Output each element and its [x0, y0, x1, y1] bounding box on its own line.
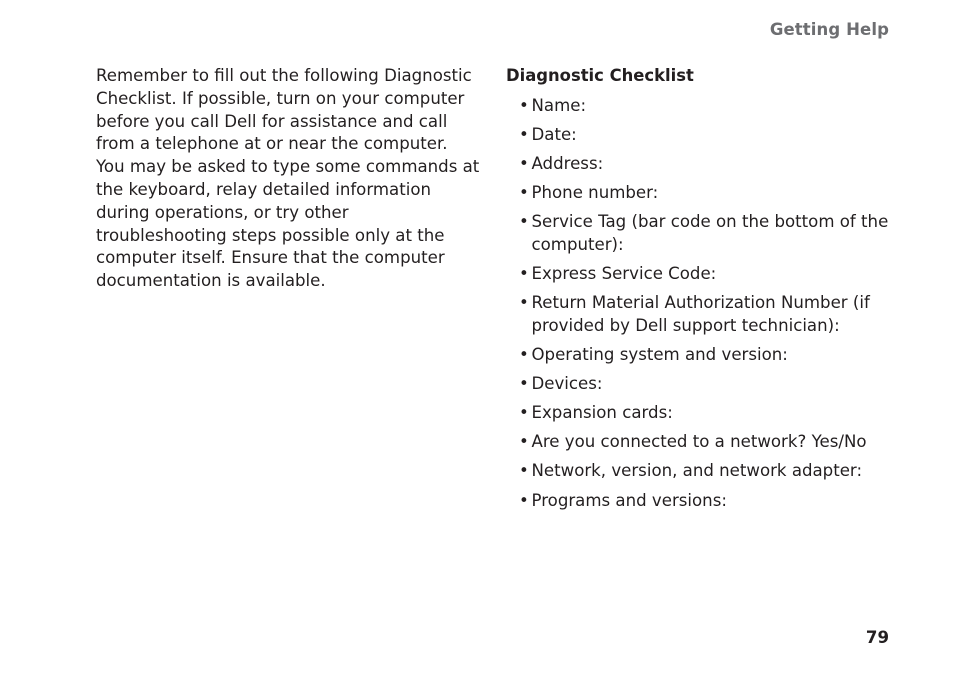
- checklist-item-label: Programs and versions:: [531, 490, 727, 510]
- checklist-item-label: Name:: [531, 95, 587, 115]
- checklist-list: [506, 95, 906, 513]
- checklist-title: Diagnostic Checklist: [506, 66, 694, 85]
- bullet-icon: •: [519, 293, 529, 313]
- checklist-item-devices: [519, 373, 906, 396]
- bullet-icon: •: [519, 264, 529, 284]
- checklist-item-network-connected: [519, 431, 906, 454]
- bullet-icon: •: [519, 490, 529, 510]
- checklist-item-address: [519, 153, 906, 176]
- checklist-item-label: Network, version, and network adapter:: [531, 461, 863, 481]
- page-number: 79: [865, 628, 889, 647]
- checklist-item-programs: [519, 490, 906, 513]
- bullet-icon: •: [519, 345, 529, 365]
- checklist-item-label: Devices:: [531, 374, 603, 394]
- checklist-item-label: Expansion cards:: [531, 403, 673, 423]
- checklist-item-label: Return Material Authorization Number (if provided by Dell support technician):: [531, 293, 870, 335]
- checklist-item-label: Express Service Code:: [531, 264, 717, 284]
- bullet-icon: •: [519, 183, 529, 203]
- bullet-icon: •: [519, 461, 529, 481]
- bullet-icon: •: [519, 124, 529, 144]
- bullet-icon: •: [519, 374, 529, 394]
- checklist-item-phone: [519, 182, 906, 205]
- checklist-item-service-tag: [519, 211, 906, 257]
- intro-paragraph: Remember to fill out the following Diagnostic Checklist. If possible, turn on your computer before you call Dell for assistance and call from a telephone at or near the computer. You may be asked to type some commands at the keyboard, relay detailed information during operations, or try other troubleshooting steps possible only at the computer itself. Ensure that the computer documentation is available.: [96, 66, 480, 291]
- checklist-item-operating-system: [519, 344, 906, 367]
- bullet-icon: •: [519, 95, 529, 115]
- bullet-icon: •: [519, 403, 529, 423]
- checklist-item-date: [519, 124, 906, 147]
- checklist-item-network-adapter: [519, 460, 906, 483]
- bullet-icon: •: [519, 153, 529, 173]
- checklist-item-express-service-code: [519, 263, 906, 286]
- checklist-item-name: [519, 95, 906, 118]
- checklist-item-label: Operating system and version:: [531, 345, 788, 365]
- intro-column: [96, 65, 481, 293]
- bullet-icon: •: [519, 212, 529, 232]
- checklist-column: [506, 65, 906, 519]
- checklist-item-label: Date:: [531, 124, 577, 144]
- section-header: Getting Help: [769, 20, 889, 39]
- checklist-item-rma-number: [519, 292, 906, 338]
- checklist-item-label: Service Tag (bar code on the bottom of the computer):: [531, 212, 889, 254]
- checklist-item-expansion-cards: [519, 402, 906, 425]
- bullet-icon: •: [519, 432, 529, 452]
- checklist-item-label: Are you connected to a network? Yes/No: [531, 432, 867, 452]
- checklist-item-label: Phone number:: [531, 183, 659, 203]
- checklist-item-label: Address:: [531, 153, 604, 173]
